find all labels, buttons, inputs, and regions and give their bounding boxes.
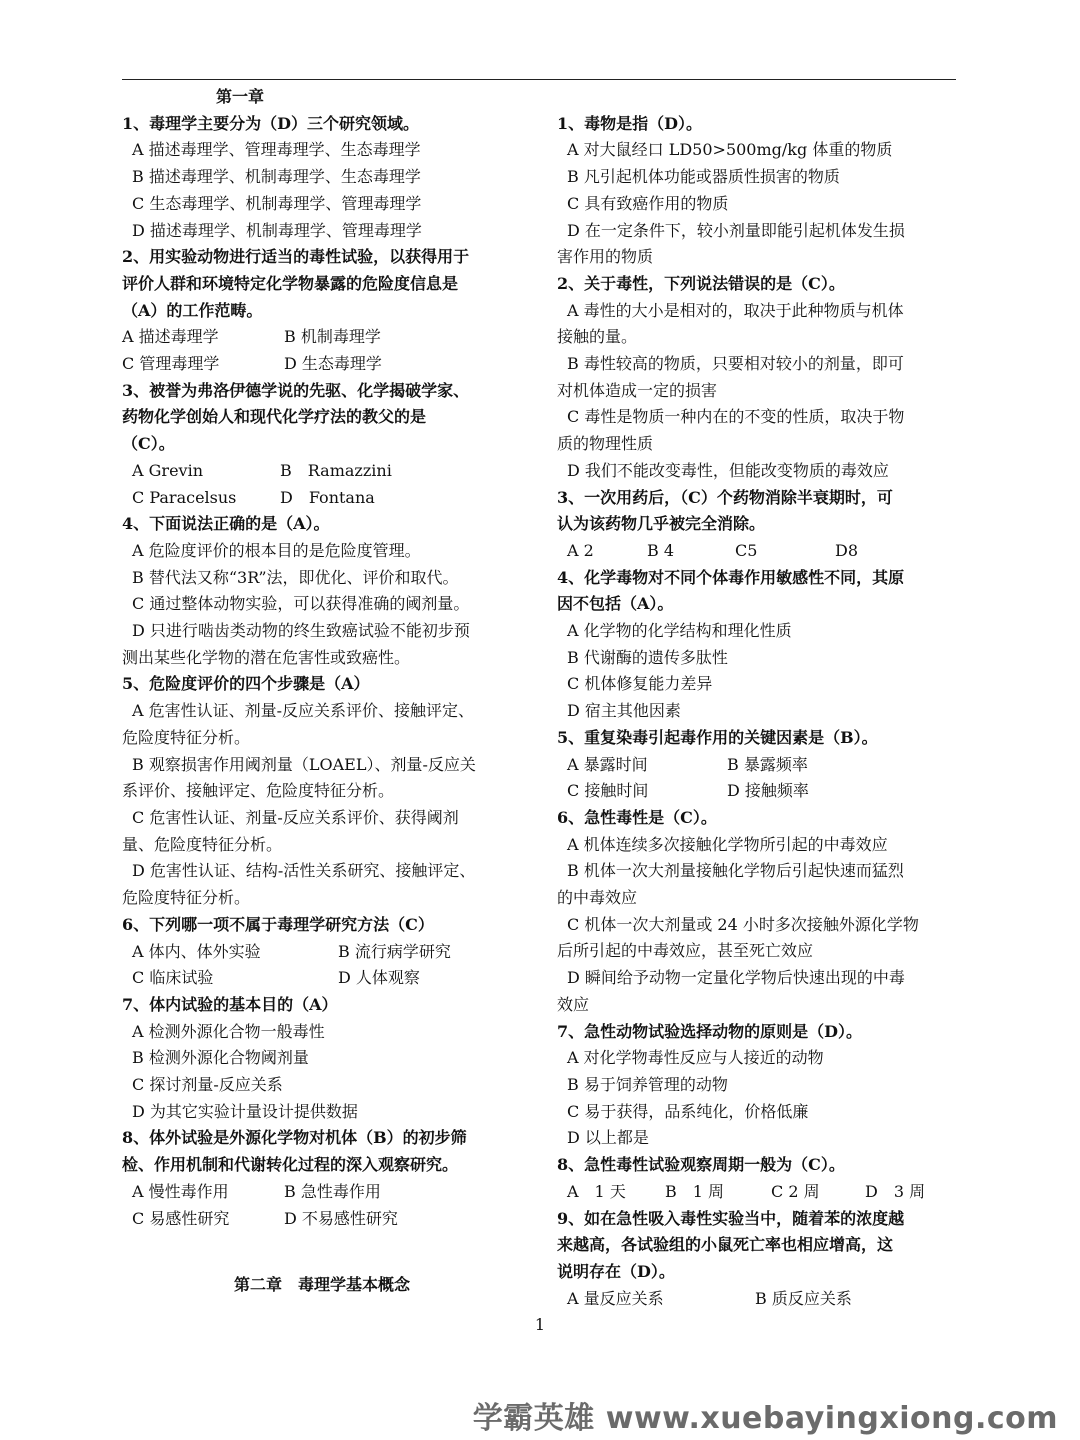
option-cont: 效应 [557, 994, 590, 1014]
option: B 描述毒理学、机制毒理学、生态毒理学 [132, 167, 421, 187]
option: B 观察损害作用阈剂量（LOAEL）、剂量-反应关 [132, 754, 476, 774]
option-row [557, 1179, 953, 1206]
question-2-3: 3、一次用药后，（C）个药物消除半衰期时，可 [557, 487, 893, 507]
option: D 瞬间给予动物一定量化学物后快速出现的中毒 [567, 968, 905, 988]
option: D 不易感性研究 [284, 1208, 398, 1228]
option: D 以上都是 [567, 1128, 649, 1148]
option-row [122, 458, 522, 485]
chapter2-title: 第二章 毒理学基本概念 [233, 1275, 410, 1295]
option: C5 [735, 540, 758, 560]
option: B 1 周 [665, 1181, 725, 1201]
option: B 急性毒作用 [284, 1181, 381, 1201]
option: C 毒性是物质一种内在的不变的性质，取决于物 [567, 407, 905, 427]
option: B 毒性较高的物质，只要相对较小的剂量，即可 [567, 354, 904, 374]
option: C 易感性研究 [132, 1208, 230, 1228]
option: C 具有致癌作用的物质 [567, 193, 729, 213]
option: C 管理毒理学 [122, 354, 220, 374]
question-1-5: 5、危险度评价的四个步骤是（A） [122, 674, 370, 694]
option: C Paracelsus [132, 487, 237, 507]
question-1-3-cont: 药物化学创始人和现代化学疗法的教父的是 [122, 407, 427, 427]
option: C 通过整体动物实验，可以获得准确的阈剂量。 [132, 594, 470, 614]
option: C 生态毒理学、机制毒理学、管理毒理学 [132, 193, 422, 213]
option: B 质反应关系 [755, 1288, 852, 1308]
option-cont: 质的物理性质 [557, 434, 654, 454]
option: A 危险度评价的根本目的是危险度管理。 [132, 540, 421, 560]
option: A 描述毒理学、管理毒理学、生态毒理学 [132, 140, 421, 160]
option: D 人体观察 [338, 968, 420, 988]
option: A 1 天 [567, 1181, 626, 1201]
option-cont: 危险度特征分析。 [122, 727, 251, 747]
question-1-4: 4、下面说法正确的是（A）。 [122, 514, 330, 534]
question-1-1: 1、毒理学主要分为（D）三个研究领域。 [122, 113, 420, 133]
question-2-5: 5、重复染毒引起毒作用的关键因素是（B）。 [557, 727, 878, 747]
option: C 易于获得，品系纯化，价格低廉 [567, 1101, 809, 1121]
option: A 体内、体外实验 [132, 941, 261, 961]
option-cont: 对机体造成一定的损害 [557, 380, 718, 400]
option: A 化学物的化学结构和理化性质 [567, 621, 792, 641]
option: D8 [835, 540, 859, 560]
option-row [122, 965, 522, 992]
option-row [557, 538, 953, 565]
question-1-8: 8、体外试验是外源化学物对机体（B）的初步筛 [122, 1128, 467, 1148]
option: D 3 周 [865, 1181, 926, 1201]
question-2-4: 4、化学毒物对不同个体毒作用敏感性不同，其原 [557, 567, 905, 587]
option-cont: 系评价、接触评定、危险度特征分析。 [122, 781, 395, 801]
option: B 机制毒理学 [284, 327, 381, 347]
option: A 描述毒理学 [122, 327, 219, 347]
option-cont: 害作用的物质 [557, 247, 654, 267]
question-2-7: 7、急性动物试验选择动物的原则是（D）。 [557, 1021, 863, 1041]
option: A 毒性的大小是相对的，取决于此种物质与机体 [567, 300, 904, 320]
question-2-3-cont: 认为该药物几乎被完全消除。 [557, 514, 766, 534]
option: C 机体修复能力差异 [567, 674, 713, 694]
option: B 易于饲养管理的动物 [567, 1075, 728, 1094]
option-row [557, 1286, 953, 1313]
option: D 我们不能改变毒性，但能改变物质的毒效应 [567, 460, 889, 480]
option: B 4 [647, 540, 675, 560]
option: B 暴露频率 [727, 754, 808, 774]
option-row [557, 752, 953, 779]
option: A 检测外源化合物一般毒性 [132, 1021, 325, 1041]
spacer [557, 84, 953, 111]
option: C 临床试验 [132, 968, 214, 988]
option: A 2 [567, 540, 594, 560]
option-row [557, 778, 953, 805]
option: C 探讨剂量-反应关系 [132, 1075, 283, 1095]
option: B 替代法又称“3R”法，即优化、评价和取代。 [132, 567, 459, 587]
option: B 检测外源化合物阈剂量 [132, 1048, 309, 1068]
question-2-1: 1、毒物是指（D）。 [557, 113, 703, 133]
option: D 生态毒理学 [284, 354, 382, 374]
page-number: 1 [534, 1315, 546, 1334]
option-cont: 量、危险度特征分析。 [122, 834, 283, 854]
left-column [122, 84, 522, 1299]
option: C 2 周 [771, 1181, 820, 1201]
option: C 接触时间 [567, 781, 649, 801]
watermark-text: 学霸英雄 www.xuebayingxiong.com [472, 1401, 1058, 1436]
question-1-6: 6、下列哪一项不属于毒理学研究方法（C） [122, 914, 434, 934]
question-1-8-cont: 检、作用机制和代谢转化过程的深入观察研究。 [122, 1155, 459, 1175]
option-row [122, 324, 522, 351]
option: A 量反应关系 [567, 1288, 664, 1308]
option: A 对化学物毒性反应与人接近的动物 [567, 1048, 824, 1068]
question-1-2: 2、用实验动物进行适当的毒性试验，以获得用于 [122, 247, 470, 267]
header-rule [122, 79, 956, 80]
question-2-2: 2、关于毒性，下列说法错误的是（C）。 [557, 273, 845, 293]
option-row [122, 1179, 522, 1206]
option: C 机体一次大剂量或 24 小时多次接触外源化学物 [567, 914, 919, 934]
question-1-7: 7、体内试验的基本目的（A） [122, 994, 338, 1014]
option: A 机体连续多次接触化学物所引起的中毒效应 [567, 834, 888, 854]
question-2-9-cont: 说明存在（D）。 [557, 1261, 675, 1281]
option-row [122, 939, 522, 966]
option: B 凡引起机体功能或器质性损害的物质 [567, 167, 840, 187]
option: D 宿主其他因素 [567, 701, 681, 721]
option: D Fontana [280, 487, 375, 507]
chapter1-title: 第一章 [216, 87, 265, 106]
question-2-8: 8、急性毒性试验观察周期一般为（C）。 [557, 1155, 845, 1175]
option: B 代谢酶的遗传多肽性 [567, 647, 728, 667]
question-1-3: 3、被誉为弗洛伊德学说的先驱、化学揭破学家、 [122, 380, 470, 400]
option: D 危害性认证、结构-活性关系研究、接触评定、 [132, 861, 476, 881]
option: A 慢性毒作用 [132, 1181, 229, 1201]
question-2-9: 9、如在急性吸入毒性实验当中，随着苯的浓度越 [557, 1208, 905, 1228]
option: A 危害性认证、剂量-反应关系评价、接触评定、 [132, 701, 475, 721]
option-row [122, 1206, 522, 1233]
option-cont: 后所引起的中毒效应，甚至死亡效应 [557, 941, 814, 961]
question-1-2-cont: 评价人群和环境特定化学物暴露的危险度信息是 [122, 273, 459, 293]
option-row [122, 351, 522, 378]
right-column [557, 84, 953, 1312]
option: D 描述毒理学、机制毒理学、管理毒理学 [132, 220, 422, 240]
option-cont: 测出某些化学物的潜在危害性或致癌性。 [122, 647, 411, 667]
option: C 危害性认证、剂量-反应关系评价、获得阈剂 [132, 807, 459, 827]
option: A Grevin [132, 460, 203, 480]
option: D 在一定条件下，较小剂量即能引起机体发生损 [567, 220, 905, 240]
option: A 对大鼠经口 LD50>500mg/kg 体重的物质 [567, 140, 893, 160]
question-2-4-cont: 因不包括（A）。 [557, 594, 674, 614]
option: D 接触频率 [727, 781, 809, 801]
option: B 流行病学研究 [338, 941, 451, 961]
option: B Ramazzini [280, 460, 392, 480]
option-cont: 危险度特征分析。 [122, 888, 251, 908]
question-1-3-cont: （C）。 [122, 434, 175, 454]
option-cont: 接触的量。 [557, 327, 638, 347]
option: A 暴露时间 [567, 754, 648, 774]
option: B 机体一次大剂量接触化学物后引起快速而猛烈 [567, 861, 904, 881]
question-1-2-cont: （A）的工作范畴。 [122, 300, 263, 320]
question-2-6: 6、急性毒性是（C）。 [557, 807, 717, 827]
option-row [122, 485, 522, 512]
option-cont: 的中毒效应 [557, 888, 638, 908]
option: D 为其它实验计量设计提供数据 [132, 1101, 358, 1121]
option: D 只进行啮齿类动物的终生致癌试验不能初步预 [132, 621, 470, 641]
question-2-9-cont: 来越高，各试验组的小鼠死亡率也相应增高，这 [557, 1235, 894, 1255]
